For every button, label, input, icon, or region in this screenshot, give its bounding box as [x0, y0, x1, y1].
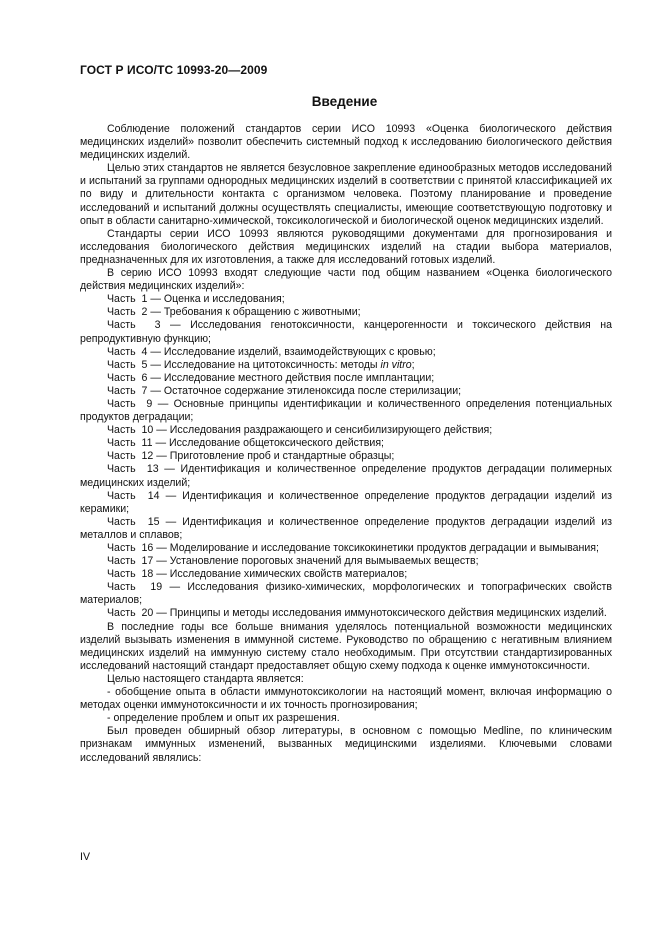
paragraph: Стандарты серии ИСО 10993 являются руководящими документами для прогнозирования и исследования биологического действия медицинских изделий на стадии выбора материалов, предназначенных для их изготовления, а также для исследований готовых изделий.: [80, 227, 612, 266]
part-title: — Идентификация и количественное определение продуктов деградации изделий из металлов и сплавов;: [80, 515, 613, 541]
part-item: [80, 555, 612, 568]
part-title: — Установление пороговых значений для вымываемых веществ;: [156, 555, 479, 568]
part-number: 10: [141, 424, 154, 437]
part-title: — Исследование общетоксического действия;: [155, 437, 385, 450]
part-item: [80, 516, 612, 542]
part-label: Часть: [107, 581, 136, 594]
part-title-tail: ;: [411, 358, 415, 371]
part-title: — Исследования раздражающего и сенсибилизирующего действия;: [156, 424, 493, 437]
part-item: [80, 542, 612, 555]
part-title: — Моделирование и исследование токсикокинетики продуктов деградации и вымывания;: [156, 542, 599, 554]
part-number: 19: [150, 581, 163, 594]
part-number: 7: [141, 384, 148, 397]
part-label: Часть: [107, 437, 136, 450]
part-label: Часть: [107, 568, 136, 581]
part-number: 9: [146, 397, 153, 410]
part-number: 20: [141, 607, 154, 620]
part-title: — Идентификация и количественное определение продуктов деградации полимерных медицинских изделий;: [80, 463, 612, 489]
part-item: [80, 450, 612, 463]
part-item: [80, 319, 612, 345]
paragraph: Соблюдение положений стандартов серии ИСО 10993 «Оценка биологического действия медицинских изделий» позволит обеспечить системный подход к исследованию биологического действия медицинских изделий.: [80, 123, 612, 162]
part-number: 14: [147, 489, 160, 502]
part-label: Часть: [107, 384, 136, 397]
part-label: Часть: [107, 319, 136, 332]
list-item: - определение проблем и опыт их разрешения.: [107, 712, 340, 725]
paragraph: В серию ИСО 10993 входят следующие части под общим названием «Оценка биологического действия медицинских изделий»:: [80, 267, 612, 293]
part-label: Часть: [107, 515, 136, 528]
part-number: 15: [147, 515, 160, 528]
part-item: [80, 372, 612, 385]
part-number: 11: [141, 437, 153, 450]
part-title-italic: in vitro: [380, 358, 412, 371]
list-item: - обобщение опыта в области иммунотоксикологии на настоящий момент, включая информацию о методах оценки иммунотоксичности и их точность прогнозирования;: [80, 686, 612, 712]
part-item: [80, 437, 612, 450]
part-title: — Исследование изделий, взаимодействующих с кровью;: [150, 345, 436, 358]
part-label: Часть: [107, 397, 136, 410]
part-title: — Исследования физико-химических, морфологических и топографических свойств материалов;: [80, 581, 612, 607]
part-title: — Остаточное содержание этиленоксида после стерилизации;: [150, 384, 462, 397]
part-item: [80, 346, 612, 359]
part-title: — Исследования генотоксичности, канцерогенности и токсического действия на репродуктивную функцию;: [80, 319, 612, 345]
part-item: [80, 398, 612, 424]
part-number: 17: [141, 555, 154, 568]
part-label: Часть: [107, 345, 136, 358]
paragraph: Целью настоящего стандарта является:: [107, 672, 304, 685]
part-item: [80, 463, 612, 489]
part-number: 16: [141, 542, 154, 554]
part-number: 2: [141, 306, 148, 319]
part-label: Часть: [107, 424, 136, 437]
part-number: 5: [141, 358, 148, 371]
part-label: Часть: [107, 489, 136, 502]
part-label: Часть: [107, 555, 136, 568]
part-number: 6: [141, 371, 148, 384]
paragraph: Целью этих стандартов не является безусловное закрепление единообразных методов исследований и испытаний за группами однородных медицинских изделий в соответствии с принятой классификацией их по виду и длительности контакта с организмом человека. Поэтому планирование и проведение исследований и испытаний должны осуществлять специалисты, имеющие соответствующую подготовку и опыт в области санитарно-химической, токсикологической и биологической оценок медицинских изделий.: [80, 162, 612, 227]
part-number: 12: [141, 450, 154, 463]
part-item: [80, 607, 612, 620]
part-item: [80, 293, 612, 306]
part-item: [80, 581, 612, 607]
part-number: 18: [141, 568, 154, 581]
part-title: — Приготовление проб и стандартные образцы;: [156, 450, 395, 463]
part-title: — Требования к обращению с животными;: [150, 306, 361, 319]
part-item: [80, 359, 612, 372]
part-title: — Исследование местного действия после имплантации;: [150, 371, 435, 384]
part-label: Часть: [107, 358, 136, 371]
document-header: ГОСТ Р ИСО/ТС 10993-20—2009: [80, 63, 268, 77]
part-title: — Основные принципы идентификации и количественного определения потенциальных продуктов деградации;: [80, 397, 613, 424]
paragraph: Был проведен обширный обзор литературы, в основном с помощью Medline, по клиническим признакам иммунных изменений, вызванных медицинскими изделиями. Ключевыми словами исследований являлись:: [80, 725, 612, 764]
section-title: Введение: [311, 94, 378, 109]
part-title: — Оценка и исследования;: [150, 293, 285, 306]
part-number: 4: [141, 345, 148, 358]
part-number: 3: [154, 319, 161, 332]
part-label: Часть: [107, 306, 136, 319]
document-body: [80, 123, 612, 765]
part-label: Часть: [107, 293, 136, 306]
part-title: — Идентификация и количественное определение продуктов деградации изделий из керамики;: [80, 489, 613, 515]
part-title: — Исследование на цитотоксичность: методы: [150, 358, 381, 371]
part-item: [80, 385, 612, 398]
page-number: IV: [80, 851, 91, 863]
part-label: Часть: [107, 450, 136, 463]
part-label: Часть: [107, 607, 136, 620]
part-title: — Принципы и методы исследования иммунотоксического действия медицинских изделий.: [156, 607, 607, 620]
part-number: 1: [141, 293, 148, 306]
part-title: — Исследование химических свойств материалов;: [156, 568, 408, 581]
part-number: 13: [146, 463, 159, 476]
part-item: [80, 306, 612, 319]
part-item: [80, 568, 612, 581]
part-label: Часть: [107, 371, 136, 384]
part-item: [80, 490, 612, 516]
paragraph: В последние годы все больше внимания уделялось потенциальной возможности медицинских изделий вызывать изменения в иммунной системе. Руководство по обращению с негативным влиянием медицинских изделий на иммунную систему стало необходимым. При отсутствии стандартизированных исследований настоящий стандарт предоставляет общую схему подхода к оценке иммунотоксичности.: [80, 620, 612, 672]
part-label: Часть: [107, 463, 136, 476]
part-label: Часть: [107, 542, 136, 554]
part-item: [80, 424, 612, 437]
parts-list: [80, 293, 612, 620]
